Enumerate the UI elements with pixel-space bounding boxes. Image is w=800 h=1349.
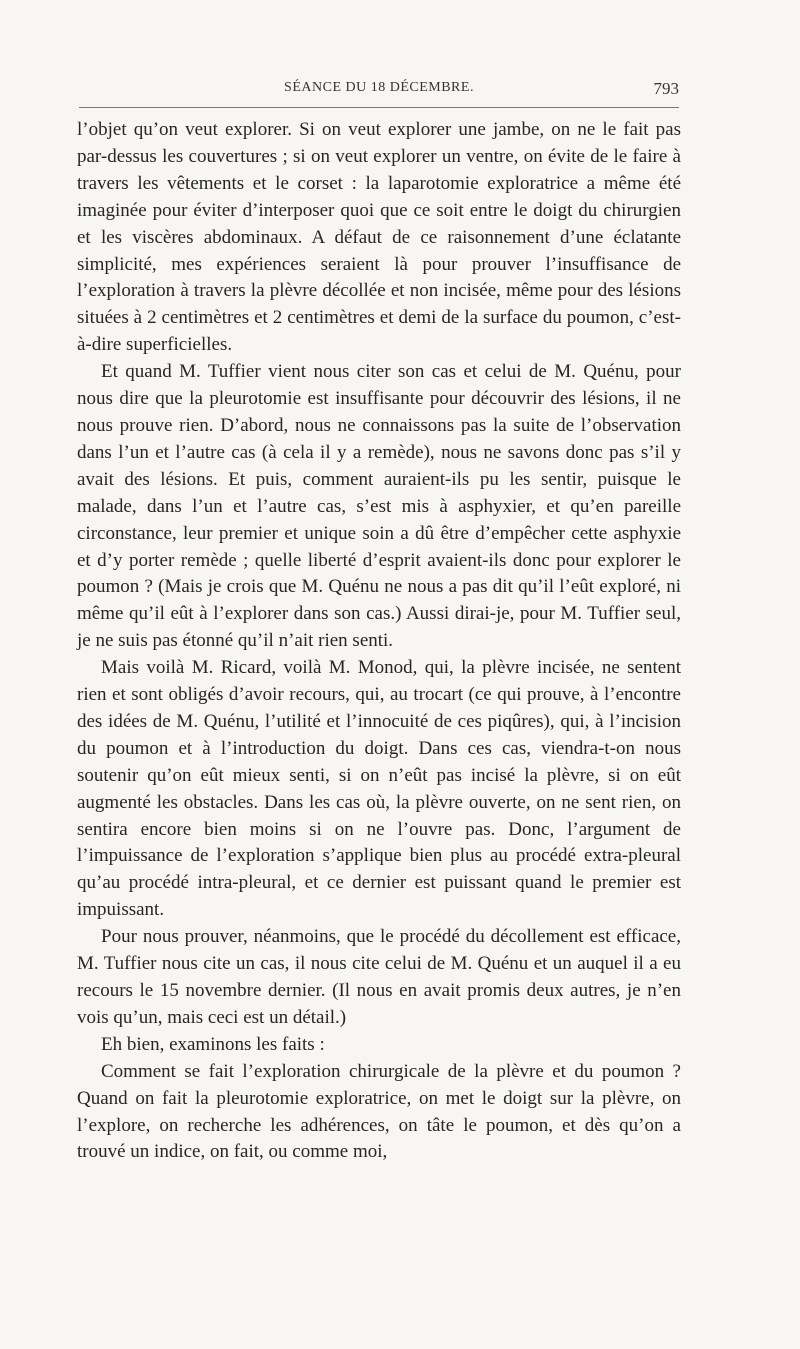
- body-text: [77, 117, 681, 1166]
- paragraph-continuation: l’objet qu’on veut explorer. Si on veut explorer une jambe, on ne le fait pas par-dessus les couvertures ; si on veut explorer un ventre, on évite de le faire à travers les vêtements et le corset : la laparotomie exploratrice a même été imaginée pour éviter d’interposer quoi que ce soit entre le doigt du chirurgien et les viscères abdominaux. A défaut de ce raisonnement d’une éclatante simplicité, mes expériences seraient là pour prouver l’insuffisance de l’exploration à travers la plèvre décollée et non incisée, même pour des lésions situées à 2 centimètres et 2 centimètres et demi de la surface du poumon, c’est-à-dire superficielles.: [77, 119, 681, 356]
- page-number: 793: [653, 79, 679, 98]
- paragraph-examinons: Eh bien, examinons les faits :: [101, 1033, 325, 1055]
- paragraph-tuffier-quenu: Et quand M. Tuffier vient nous citer son cas et celui de M. Quénu, pour nous dire que la pleurotomie est insuffisante pour découvrir des lésions, il ne nous prouve rien. D’abord, nous ne connaissons pas la suite de l’observation dans l’un et l’autre cas (à cela il y a remède), nous ne savons donc pas s’il y avait des lésions. Et puis, comment auraient-ils pu les sentir, puisque le malade, dans l’un et l’autre cas, s’est mis à asphyxier, et qu’en pareille circonstance, leur premier et unique soin a dû être d’empêcher cette asphyxie et d’y porter remède ; quelle liberté d’esprit avaient-ils donc pour explorer le poumon ? (Mais je crois que M. Quénu ne nous a pas dit qu’il l’eût exploré, ni même qu’il eût à l’explorer dans son cas.) Aussi dirai-je, pour M. Tuffier seul, je ne suis pas étonné qu’il n’ait rien senti.: [77, 361, 681, 652]
- running-header: [77, 80, 681, 100]
- paragraph-decollement: Pour nous prouver, néanmoins, que le procédé du décollement est efficace, M. Tuffier nous cite un cas, il nous cite celui de M. Quénu et un auquel il a eu recours le 15 novembre dernier. (Il nous en avait promis deux autres, je n’en vois qu’un, mais ceci est un détail.): [77, 926, 681, 1028]
- paragraph-ricard-monod: Mais voilà M. Ricard, voilà M. Monod, qui, la plèvre incisée, ne sentent rien et sont obligés d’avoir recours, qui, au trocart (ce qui prouve, à l’encontre des idées de M. Quénu, l’utilité et l’innocuité de ces piqûres), qui, à l’incision du poumon et à l’introduction du doigt. Dans ces cas, viendra-t-on nous soutenir qu’on eût mieux senti, si on n’eût pas incisé la plèvre, si on eût augmenté les obstacles. Dans les cas où, la plèvre ouverte, on ne sent rien, on sentira encore bien moins si on ne l’ouvre pas. Donc, l’argument de l’impuissance de l’exploration s’applique bien plus au procédé extra-pleural qu’au procédé intra-pleural, et ce dernier est puissant quand le premier est impuissant.: [77, 657, 681, 921]
- running-title: SÉANCE DU 18 DÉCEMBRE.: [284, 80, 474, 95]
- header-rule: [79, 107, 679, 108]
- paragraph-exploration: Comment se fait l’exploration chirurgicale de la plèvre et du poumon ? Quand on fait la pleurotomie exploratrice, on met le doigt sur la plèvre, on l’explore, on recherche les adhérences, on tâte le poumon, et dès qu’on a trouvé un indice, on fait, ou comme moi,: [77, 1060, 681, 1163]
